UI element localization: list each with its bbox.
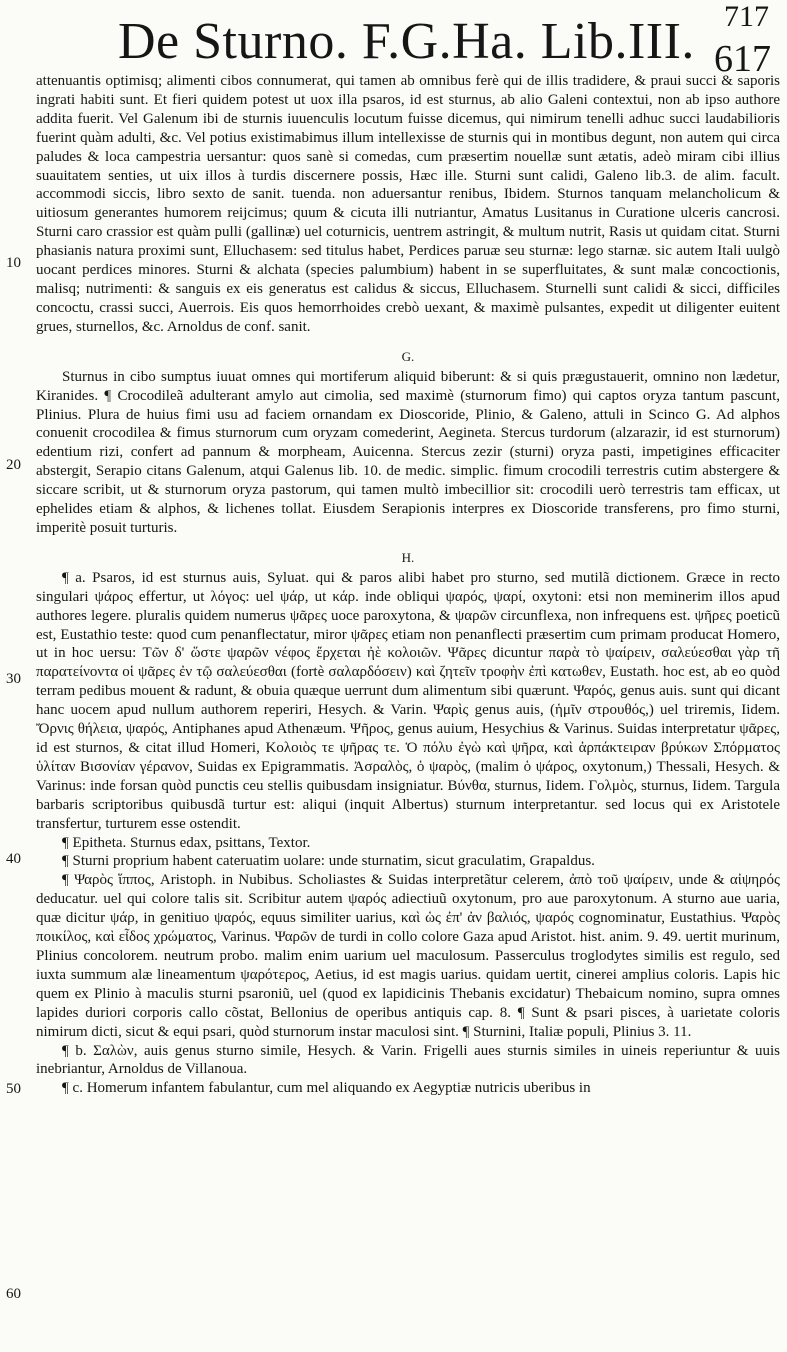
section-g-paragraph: Sturnus in cibo sumptus iuuat omnes qui mortiferum aliquid biberunt: & si quis prægustauerit, omnino non lædetur, Kiranides. ¶ Crocodileã adulterant amylo aut cimolia, sed maximè (sturnorum fimo) qui captos oryza tantum pascunt, Plinius. Plura de huius fimi usu ad faciem ornandam ex Dioscoride, Plinio, & Galeno, attuli in Scinco G. Ad alphos conuenit crocodilea & fimus sturnorum cum oryzam comederint, Aegineta. Stercus turdorum (alzarazir, id est sturnorum) edentium rizi, confert ad pannum & morpheam, Auicenna. Stercus zezir (sturni) oryza pasti, impetigines efficaciter abstergit, Serapio citans Galenum, atqui Galenus lib. 10. de medic. simplic. fimum crocodili terrestris cutim abstergere & siccare scribit, ut & sturnorum oryza pastorum, qui tamen multò imbecillior sit: crocodili uerò terrestris tam efficax, ut ephelides etiam & alphos, & lichenes tollat. Eiusdem Serapionis interpres ex Dioscoride transferens, pro fimo sturni, imperitè posuit turturis. (36, 368, 780, 536)
section-h-paragraph-c: ¶ c. Homerum infantem fabulantur, cum mel aliquando ex Aegyptiæ nutricis uberibus in (62, 1080, 591, 1097)
margin-line-number: 50 (6, 1081, 21, 1097)
margin-line-number: 60 (6, 1286, 21, 1302)
margin-line-number: 10 (6, 255, 21, 271)
section-h-proprium: ¶ Sturni proprium habent cateruatim uolare: unde sturnatim, sicut graculatim, Grapaldus. (62, 853, 595, 870)
running-head-title: De Sturno. F.G.Ha. Lib.III. (118, 13, 695, 70)
section-h-paragraph-a: ¶ a. Psaros, id est sturnus auis, Syluat. qui & paros alibi habet pro sturno, sed mutilã dictionem. Græce in recto singulari ψάρος effertur, ut λόγος: uel ψάρ, ut κάρ. inde obliqui ψαρός, ψαρί, oxytoni: etsi non meminerim illos apud authores legere. pluralis quidem numerus ψᾶρες uoce paroxytona, & ψαρῶν circunflexa, non infrequens est. ψῆρες poeticũ est, Eustathio teste: quod cum penanflectatur, miror ψᾶρες etiam non penanflecti præsertim cum primam producat Homero, ut in hoc uersu: Τῶν δ' ὥστε ψαρῶν νέφος ἔρχεται ἠὲ κολοιῶν. Ψᾶρες dicuntur παρὰ τὸ ψαίρειν, σαλεύεσθαι γὰρ τῆ παρατείνοντα οἱ ψᾶρες ἐν τῷ σαλεύεσθαι (fortè σαλαρδόσειν) καὶ ζητεῖν τροφὴν ἐπὶ κατωθεν, Eustath. hoc est, ab eo quòd terram pedibus mouent & radunt, & obuia quæque uerrunt dum alimentum sibi quærunt. Ψαρός, genus auis. sunt qui dicant hanc uocem apud nullum authorem reperiri, Hesych. & Varin. Ψαρὶς genus auis, (ἡμῖν στρουθός,) uel triremis, Iidem. Ὄρνις θήλεια, ψαρός, Antiphanes apud Athenæum. Ψῆρος, genus auium, Hesychius & Varinus. Suidas interpretatur ψᾶρες, id est sturnos, & citat illud Homeri, Κολοιὸς τε ψῆρας τε. Ὁ πόλυ ἐγὼ καὶ ψῆρα, καὶ ἀρπάκτειραν βρύκων Σπόρματος ὑλίταν Βισονίαν γέρανον, Suidas ex Epigrammatis. Ἀσραλὸς, ὁ ψαρὸς, (malim ὁ ψάρος, oxytonum,) Thessali, Hesych. & Varinus: inde forsan quòd punctis ceu stellis quibusdam insigniatur. Βύνθα, sturnus, Iidem. Γολμὸς, sturnus, Iidem. Targula barbaris scriptoribus quibusdã turtur est: aliqui (inquit Albertus) sturnum interpretantur. sed locus qui ex Aristotele transfertur, turturem esse ostendit. (36, 569, 780, 832)
section-h-paragraph-b: ¶ b. Σαλὼν, auis genus sturno simile, Hesych. & Varin. Frigelli aues sturnis similes in uineis reperiuntur & uuis inebriantur, Arnoldus de Villanoua. (36, 1042, 780, 1078)
page-number: 617 (714, 38, 771, 80)
section-h-epitheta: ¶ Epitheta. Sturnus edax, psittans, Textor. (62, 834, 311, 851)
handwritten-folio-number: 717 (724, 0, 769, 33)
section-heading-h: H. (401, 549, 415, 565)
margin-line-number: 20 (6, 457, 21, 473)
section-h-psaros-hippos: ¶ Ψαρὸς ἵππος, Aristoph. in Nubibus. Scholiastes & Suidas interpretãtur celerem, ἀπὸ τοῦ ψαίρειν, unde & αἰψηρός deducatur. uel qui colore talis sit. Scribitur autem ψαρός adiectiuũ oxytonum, pro aue paroxytonum. A sturno aue uaria, quæ dicitur ψάρ, in genitiuo ψαρός, equus similiter uarius, καὶ ὡς ἐπ' ἀν βαλιός, ψαρός cognominatur, Eustathius. Ψαρὸς ποικίλος, καὶ εἶδος χρώματος, Varinus. Ψαρῶν de turdi in collo colore Gaza apud Aristot. hist. anim. 9. 49. uertit murinum, Plinius concolorem. neutrum probo. malim enim uarium uel maculosum. Passerculus troglodytes similis est regulo, sed iuxta summum alæ lineamentum ψαρότερος, Aetius, id est magis uarius. quidam uertit, cinerei amplius coloris. Lapis hic quem ex Plinio à maculis sturni psaroniũ, uel (quod ex lapidicinis Thebanis excidatur) Thebaicum nomino, supra omnes lapides duriori corporis callo cõstat, Bellonius de operibus antiquis cap. 8. ¶ Sunt & psari pisces, à uarietate coloris nimirum dicti, sicut & equi psari, quòd sturnorum instar maculosi sint. ¶ Sturnini, Italiæ populi, Plinius 3. 11. (36, 872, 780, 1040)
margin-line-number: 30 (6, 671, 21, 687)
margin-line-number: 40 (6, 851, 21, 867)
main-text (36, 72, 780, 1098)
section-heading-g: G. (401, 348, 415, 364)
section-f-continuation: attenuantis optimisq; alimenti cibos connumerat, qui tamen ab omnibus ferè qui de illis tradidere, & praui succi & saporis ingrati habiti sunt. Et fieri quidem potest ut uox illa psaros, id est sturnus, ab alio Galeni contextui, non ab ipso authore addita fuerit. Vel Galenum ibi de sturnis iuuenculis locutum fuisse dicemus, qui nimirum tenelli adhuc succi laudabilioris fuerint quàm adulti, &c. Vel potius existimabimus illum intellexisse de sturnis qui in montibus degunt, non autem qui circa paludes & loca campestria uersantur: quos sanè si comedas, cum præsertim nouellæ sunt ætatis, adeò miram cibi illius suauitatem senties, ut uix illos à turdis discernere possis, Hæc ille. Sturni sunt calidi, Galeno lib.3. de alim. facult. accommodi siccis, libro sexto de sanit. tuenda. non aduersantur renibus, Ibidem. Sturnos tanquam melancholicum & uitiosum generantes humorem reijcimus; quum & cicuta illi nutriantur, Amatus Lusitanus in Curatione ulceris cancrosi. Sturni caro crassior est quàm pulli (gallinæ) uel coturnicis, uentrem astringit, & multum nutrit, Rasis ut quidam citat. Sturni phasianis natura proximi sunt, Elluchasem: sed titulus habet, Perdices paruæ seu sturnæ: lego starnæ. sic autem Itali uulgò uocant perdices minores. Sturni & alchata (species palumbium) habent in se superfluitates, & sunt malæ concoctionis, malisq; nutrimenti: & sanguis ex eis generatus est calidus & siccus, Elluchasem. Sturnelli sunt calidi & sicci, difficiles concoctu, crassi succi, Auerrois. Eis quos hemorrhoides crebò uexant, & maximè pulsantes, expedit ut diligenter euitent grues, sturnellos, &c. Arnoldus de conf. sanit. (36, 73, 780, 335)
